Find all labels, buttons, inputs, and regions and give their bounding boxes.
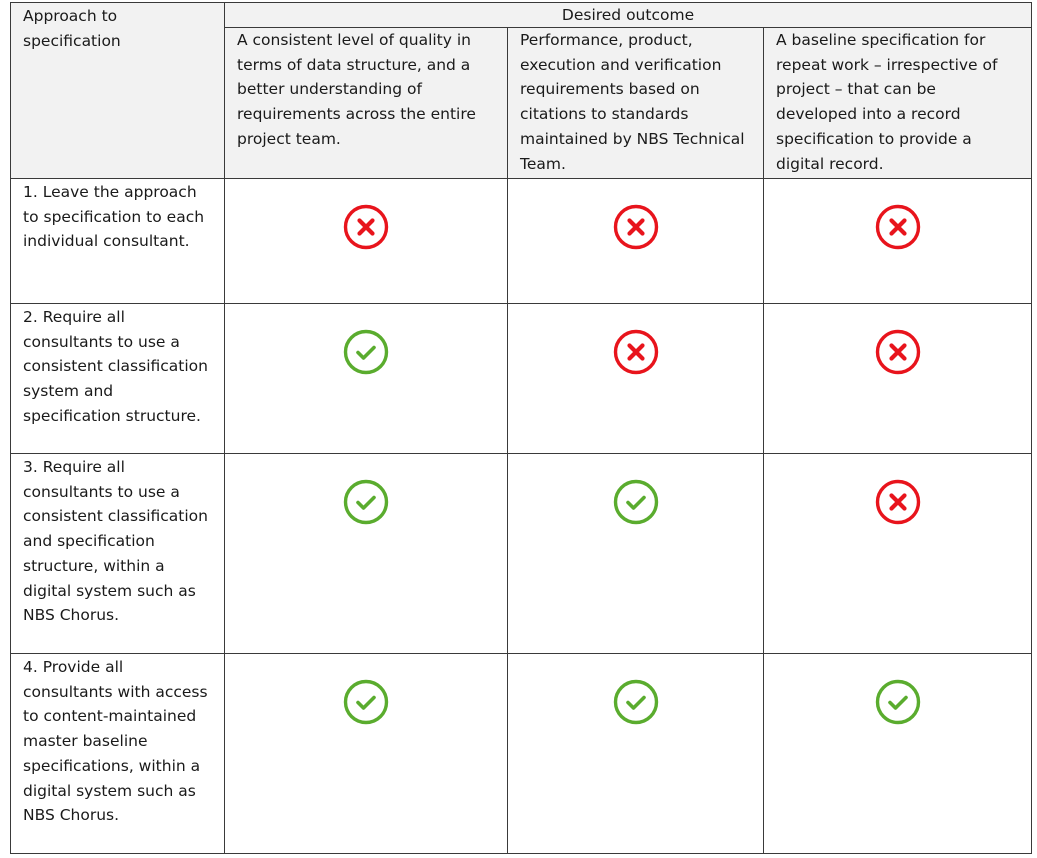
table-row — [11, 454, 1032, 654]
result-cell — [508, 304, 764, 454]
approach-column-header: Approach to specification — [11, 3, 225, 179]
table-row — [11, 304, 1032, 454]
header-row — [11, 3, 1032, 28]
check-icon — [343, 329, 389, 375]
result-cell — [764, 454, 1032, 654]
desired-outcome-header: Desired outcome — [225, 3, 1032, 28]
check-icon — [343, 679, 389, 725]
result-cell — [225, 304, 508, 454]
check-icon — [613, 479, 659, 525]
result-cell — [764, 654, 1032, 854]
check-icon — [343, 479, 389, 525]
cross-icon — [343, 204, 389, 250]
result-cell — [225, 179, 508, 304]
result-cell — [225, 654, 508, 854]
result-cell — [508, 454, 764, 654]
table-row — [11, 654, 1032, 854]
result-cell — [508, 179, 764, 304]
cross-icon — [875, 329, 921, 375]
approach-outcome-table — [10, 2, 1032, 854]
result-cell — [764, 304, 1032, 454]
result-cell — [225, 454, 508, 654]
outcome-header-requirements: Performance, product, execution and verification requirements based on citations to standards maintained by NBS Technical Team. — [508, 28, 764, 179]
row-label: 4. Provide all consultants with access to content-maintained master baseline specifications, within a digital system such as NBS Chorus. — [11, 654, 225, 854]
cross-icon — [613, 204, 659, 250]
check-icon — [613, 679, 659, 725]
result-cell — [764, 179, 1032, 304]
row-label: 2. Require all consultants to use a consistent classification system and specification structure. — [11, 304, 225, 454]
row-label: 1. Leave the approach to specification to each individual consultant. — [11, 179, 225, 304]
cross-icon — [875, 204, 921, 250]
cross-icon — [613, 329, 659, 375]
outcome-header-quality: A consistent level of quality in terms of data structure, and a better understanding of requirements across the entire project team. — [225, 28, 508, 179]
result-cell — [508, 654, 764, 854]
cross-icon — [875, 479, 921, 525]
outcome-header-baseline: A baseline specification for repeat work – irrespective of project – that can be developed into a record specification to provide a digital record. — [764, 28, 1032, 179]
row-label: 3. Require all consultants to use a consistent classification and specification structure, within a digital system such as NBS Chorus. — [11, 454, 225, 654]
check-icon — [875, 679, 921, 725]
table-row — [11, 179, 1032, 304]
